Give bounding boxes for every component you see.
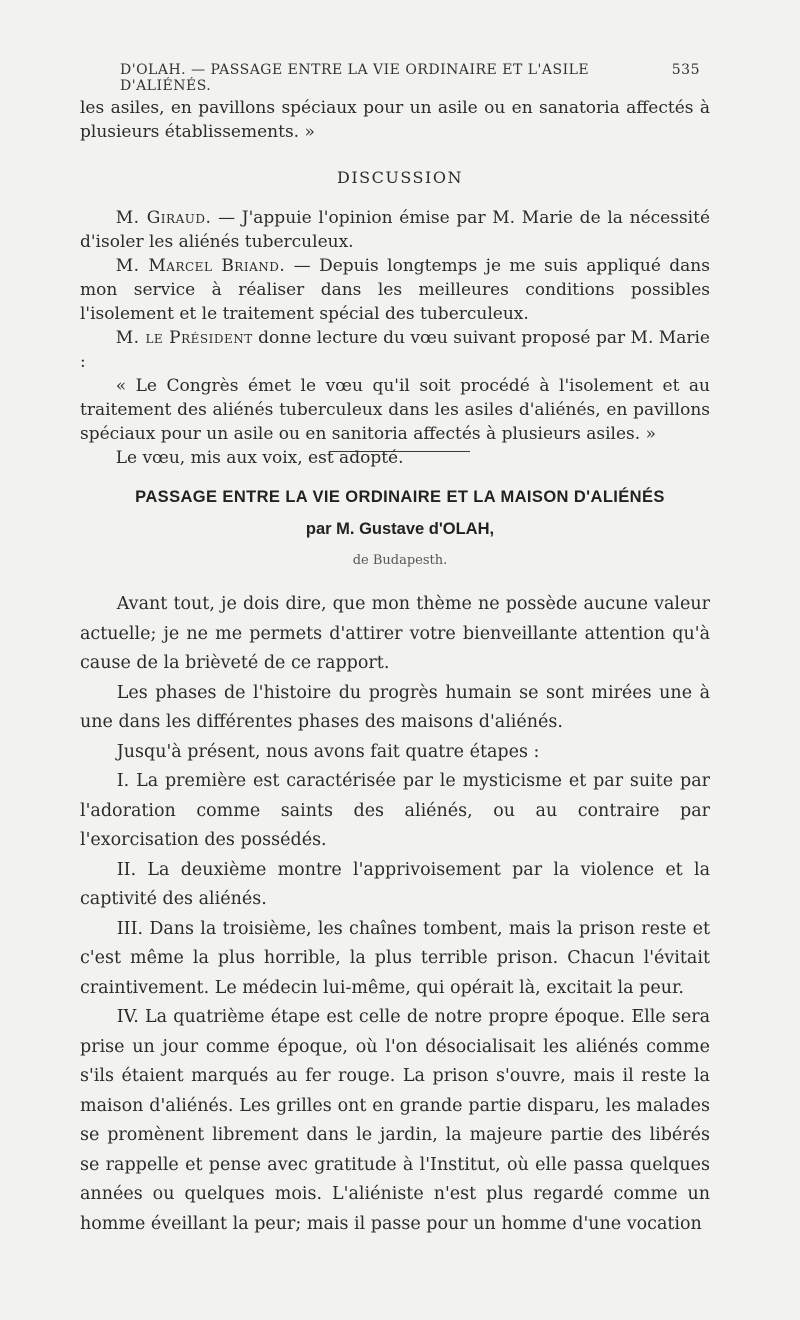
- discussion-paragraph: [80, 206, 710, 254]
- body-paragraph: IV. La quatrième étape est celle de notre propre époque. Elle sera prise un jour comme époque, où l'on désocialisait les aliénés comme s'ils étaient marqués au fer rouge. La prison s'ouvre, mais il reste la maison d'aliénés. Les grilles ont en grande partie disparu, les malades se promènent librement dans le jardin, la majeure partie des libérés se rappelle et pense avec gratitude à l'Institut, où elle passa quelques années ou quelques mois. L'aliéniste n'est plus regardé comme un homme éveillant la peur; mais il passe pour un homme d'une vocation: [80, 1007, 710, 1234]
- body-paragraph: Jusqu'à présent, nous avons fait quatre étapes :: [116, 741, 540, 762]
- page-number: 535: [671, 62, 700, 78]
- discussion-paragraph: [80, 326, 710, 374]
- voeu-text: « Le Congrès émet le vœu qu'il soit procédé à l'isolement et au traitement des aliénés tuberculeux dans les asiles d'aliénés, en pavillons spéciaux pour un asile ou en sanitoria affectés à plusieurs asiles. »: [80, 376, 710, 444]
- running-title: D'OLAH. — PASSAGE ENTRE LA VIE ORDINAIRE ET L'ASILE D'ALIÉNÉS.: [120, 62, 590, 94]
- discussion-section: [80, 206, 710, 470]
- discussion-heading: DISCUSSION: [337, 168, 463, 187]
- speech-text: donne lecture du vœu suivant proposé par M. Marie :: [80, 328, 710, 372]
- body-paragraph: Les phases de l'histoire du progrès humain se sont mirées une à une dans les différentes phases des maisons d'aliénés.: [80, 682, 710, 732]
- speaker-name: M. Marcel Briand.: [115, 256, 286, 276]
- running-header: [80, 62, 700, 94]
- article-body: [80, 590, 710, 1239]
- vote-result: Le vœu, mis aux voix, est adopté.: [115, 448, 404, 468]
- article-title: PASSAGE ENTRE LA VIE ORDINAIRE ET LA MAISON D'ALIÉNÉS: [135, 488, 665, 506]
- speech-text: — Depuis longtemps je me suis appliqué dans mon service à réaliser dans les meilleures conditions possibles l'isolement et le traitement spécial des tuberculeux.: [80, 256, 710, 324]
- body-paragraph: I. La première est caractérisée par le mysticisme et par suite par l'adoration comme saints des aliénés, ou au contraire par l'exorcisation des possédés.: [80, 771, 710, 850]
- body-paragraph: II. La deuxième montre l'apprivoisement par la violence et la captivité des aliénés.: [80, 859, 710, 909]
- author-affiliation: de Budapesth.: [352, 553, 448, 568]
- speech-text: — J'appuie l'opinion émise par M. Marie de la nécessité d'isoler les aliénés tuberculeux.: [80, 208, 710, 252]
- speaker-name: M. Giraud.: [115, 208, 212, 228]
- section-divider: [330, 451, 470, 452]
- speaker-name: M. le Président: [115, 328, 253, 348]
- discussion-paragraph: [80, 254, 710, 326]
- continued-text: [80, 96, 710, 144]
- article-byline: par M. Gustave d'OLAH,: [305, 520, 495, 538]
- body-paragraph: III. Dans la troisième, les chaînes tombent, mais la prison reste et c'est même la plus horrible, la plus terrible prison. Chacun l'évitait craintivement. Le médecin lui-même, qui opérait là, excitait la peur.: [80, 918, 710, 998]
- intro-paragraph: les asiles, en pavillons spéciaux pour un asile ou en sanatoria affectés à plusieurs établissements. »: [80, 98, 710, 142]
- body-paragraph: Avant tout, je dois dire, que mon thème ne possède aucune valeur actuelle; je ne me permets d'attirer votre bienveillante attention qu'à cause de la brièveté de ce rapport.: [80, 594, 710, 673]
